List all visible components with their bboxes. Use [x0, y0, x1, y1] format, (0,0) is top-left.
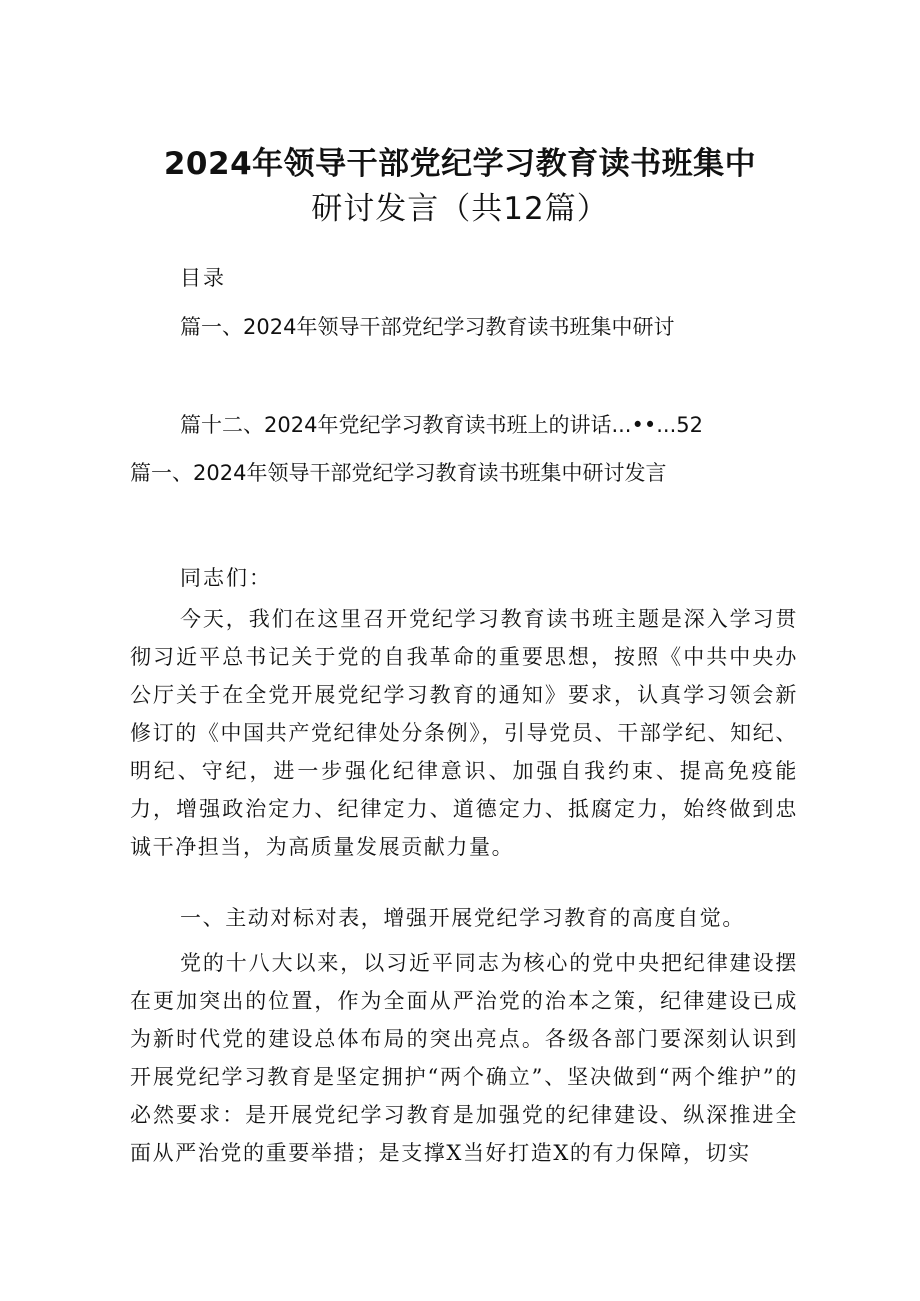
toc-item[interactable]: 篇十二、2024年党纪学习教育读书班上的讲话...••...52 — [180, 413, 703, 437]
paragraph: 今天，我们在这里召开党纪学习教育读书班主题是深入学习贯彻习近平总书记关于党的自我革命的重要思想，按照《中共中央办公厅关于在全党开展党纪学习教育的通知》要求，认真学习领会新修订的《中国共产党纪律处分条例》，引导党员、干部学纪、知纪、明纪、守纪，进一步强化纪律意识、加强自我约束、提高免疫能力，增强政治定力、纪律定力、道德定力、抵腐定力，始终做到忠诚干净担当，为高质量发展贡献力量。 — [130, 607, 798, 859]
section-heading: 篇一、2024年领导干部党纪学习教育读书班集中研讨发言 — [130, 461, 667, 485]
toc-label: 目录 — [180, 266, 226, 290]
document-title-line-1: 2024年领导干部党纪学习教育读书班集中 — [163, 146, 757, 182]
paragraph: 党的十八大以来，以习近平同志为核心的党中央把纪律建设摆在更加突出的位置，作为全面从严治党的治本之策，纪律建设已成为新时代党的建设总体布局的突出亮点。各级各部门要深刻认识到开展党纪学习教育是坚定拥护“两个确立”、坚决做到“两个维护”的必然要求：是开展党纪学习教育是加强党的纪律建设、纵深推进全面从严治党的重要举措；是支撑X当好打造X的有力保障，切实 — [130, 951, 798, 1165]
subheading: 一、主动对标对表，增强开展党纪学习教育的高度自觉。 — [180, 906, 745, 930]
greeting: 同志们： — [180, 566, 272, 590]
document-title-line-2: 研讨发言（共12篇） — [311, 191, 609, 227]
toc-item[interactable]: 篇一、2024年领导干部党纪学习教育读书班集中研讨 — [180, 315, 675, 339]
